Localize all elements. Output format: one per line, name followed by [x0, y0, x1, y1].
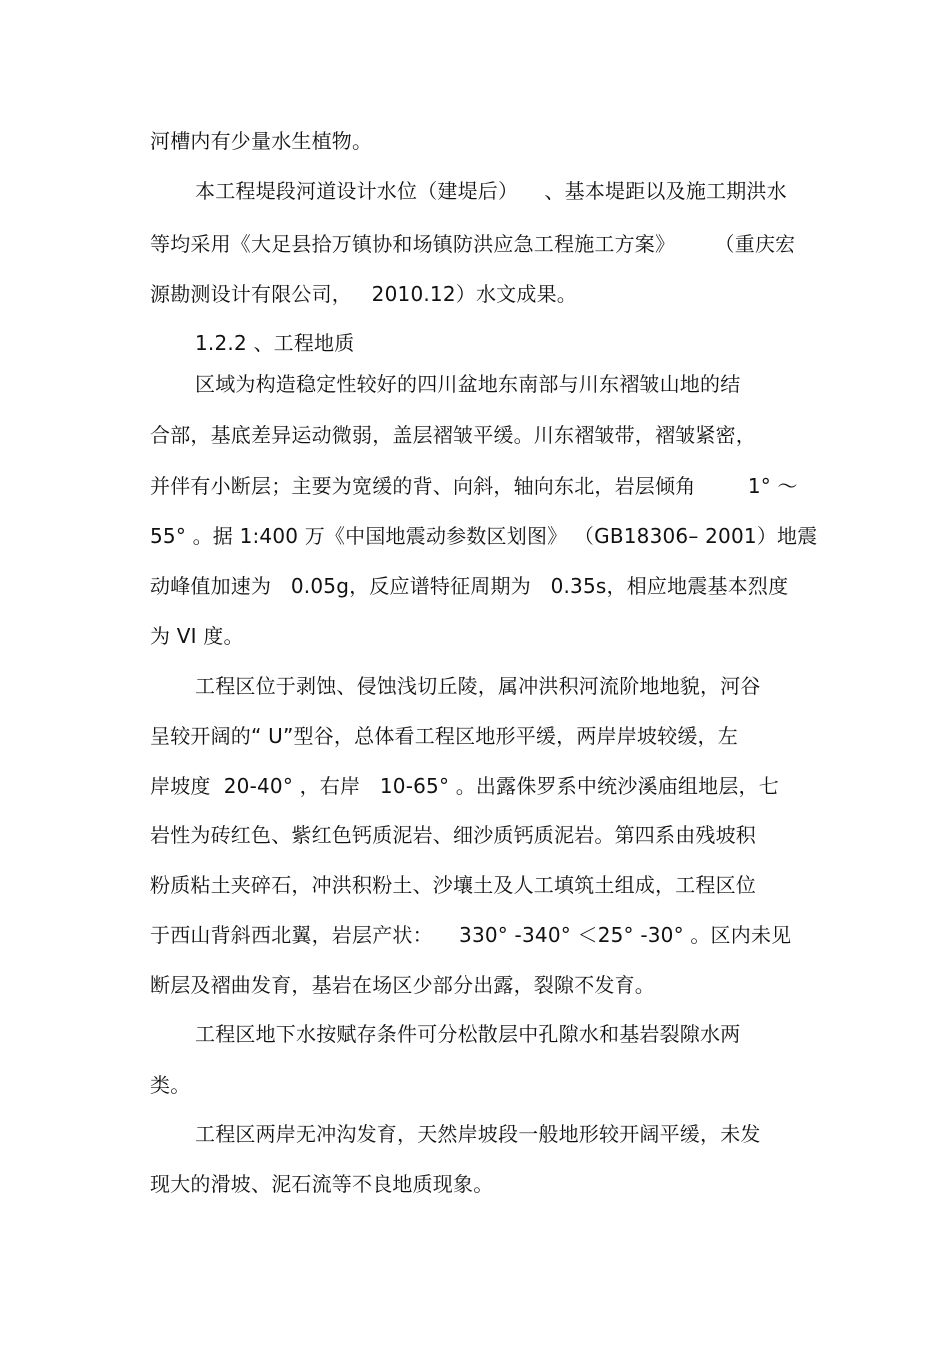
text-line: 为 VI 度。 — [150, 624, 244, 648]
text-line: 现大的滑坡、泥石流等不良地质现象。 — [150, 1172, 494, 1196]
text-line: 岸坡度 20-40° ，右岸 10-65° 。出露侏罗系中统沙溪庙组地层，七 — [150, 774, 779, 798]
text-line: 工程区地下水按赋存条件可分松散层中孔隙水和基岩裂隙水两 — [195, 1022, 741, 1046]
text-line: 于西山背斜西北翼，岩层产状： 330° -340° ＜25° -30° 。区内未见 — [150, 923, 792, 947]
section-heading: 1.2.2 、工程地质 — [195, 331, 355, 355]
text-line: 区域为构造稳定性较好的四川盆地东南部与川东褶皱山地的结 — [195, 372, 741, 396]
text-line: 并伴有小断层；主要为宽缓的背、向斜，轴向东北，岩层倾角 1° ～ — [150, 474, 798, 498]
text-line: 动峰值加速为 0.05g，反应谱特征周期为 0.35s，相应地震基本烈度 — [150, 574, 789, 598]
text-line: 工程区两岸无冲沟发育，天然岸坡段一般地形较开阔平缓，未发 — [195, 1122, 761, 1146]
text-line: 源勘测设计有限公司， 2010.12）水文成果。 — [150, 282, 577, 306]
text-line: 合部，基底差异运动微弱，盖层褶皱平缓。川东褶皱带，褶皱紧密， — [150, 423, 756, 447]
text-line: 河槽内有少量水生植物。 — [150, 129, 373, 153]
text-line: 本工程堤段河道设计水位（建堤后） 、基本堤距以及施工期洪水 — [195, 179, 787, 203]
text-line: 类。 — [150, 1073, 191, 1097]
text-line: 岩性为砖红色、紫红色钙质泥岩、细沙质钙质泥岩。第四系由残坡积 — [150, 823, 756, 847]
text-line: 粉质粘土夹碎石，冲洪积粉土、沙壤土及人工填筑土组成，工程区位 — [150, 873, 756, 897]
text-line: 工程区位于剥蚀、侵蚀浅切丘陵，属冲洪积河流阶地地貌，河谷 — [195, 674, 761, 698]
text-line: 断层及褶曲发育，基岩在场区少部分出露，裂隙不发育。 — [150, 973, 655, 997]
text-line: 55° 。据 1:400 万《中国地震动参数区划图》 （GB18306– 2001）地震 — [150, 524, 818, 548]
text-line: 呈较开阔的“ U”型谷，总体看工程区地形平缓，两岸岸坡较缓，左 — [150, 724, 738, 748]
text-line: 等均采用《大足县拾万镇协和场镇防洪应急工程施工方案》 （重庆宏 — [150, 232, 796, 256]
